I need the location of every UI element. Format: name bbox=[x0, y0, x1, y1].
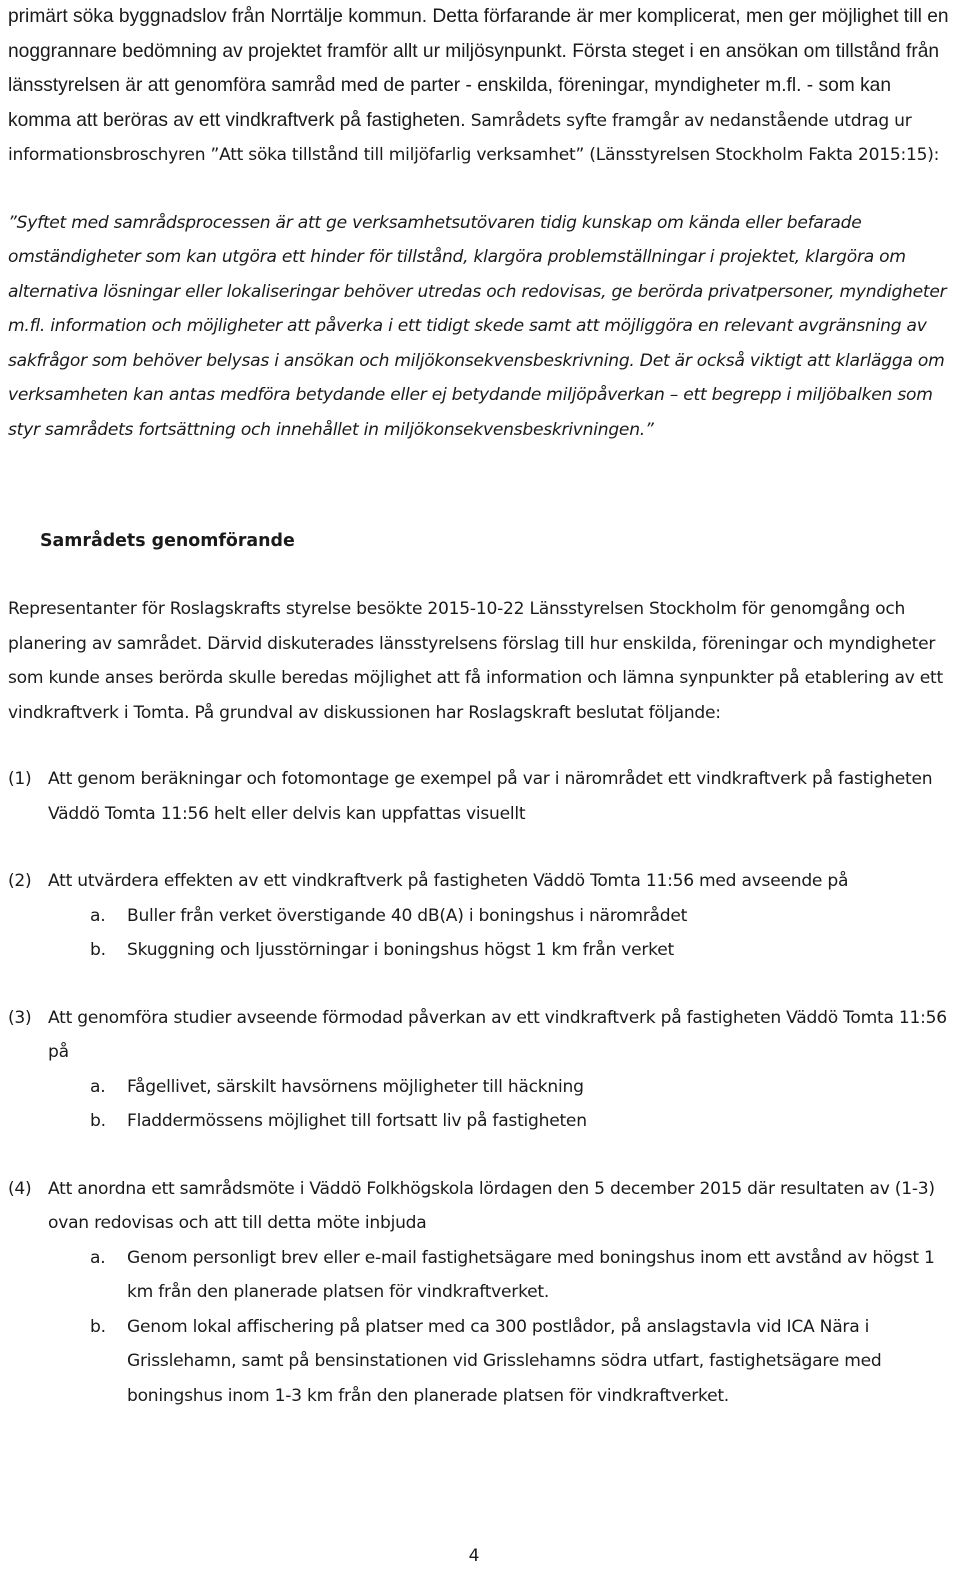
sub-item-text: Genom personligt brev eller e-mail fastighetsägare med boningshus inom ett avstånd av högst 1 km från den planerade platsen för vindkraftverket. bbox=[127, 1247, 935, 1302]
sub-item-label: b. bbox=[90, 1111, 106, 1131]
section-paragraph: Representanter för Roslagskrafts styrelse besökte 2015-10-22 Länsstyrelsen Stockholm för genomgång och planering av samrådet. Därvid diskuterades länsstyrelsens förslag till hur enskilda, föreningar och myndigheter som kunde anses berörda skulle beredas möjlighet att få information och lämna synpunkter på etablering av ett vindkraftverk i Tomta. På grundval av diskussionen har Roslagskraft beslutat följande: bbox=[8, 599, 943, 723]
section-heading: Samrådets genomförande bbox=[40, 531, 295, 551]
sub-item-label: a. bbox=[90, 905, 106, 926]
sub-item-text: Skuggning och ljusstörningar i boningshus högst 1 km från verket bbox=[127, 940, 674, 960]
page-number: 4 bbox=[468, 1546, 480, 1566]
sub-item-label: b. bbox=[90, 940, 106, 960]
list-item-3 bbox=[8, 1001, 956, 1070]
sub-item-text: Buller från verket överstigande 40 dB(A) i boningshus i närområdet bbox=[127, 905, 688, 926]
quote-paragraph: ”Syftet med samrådsprocessen är att ge verksamhetsutövaren tidig kunskap om kända eller befarade omständigheter som kan utgöra ett hinder för tillstånd, klargöra problemställningar i projektet, klargöra om alternativa lösningar eller lokaliseringar behöver utredas och redovisas, ge berörda privatpersoner, myndigheter m.fl. information och möjligheter att påverka i ett tidigt skede samt att möjliggöra en relevant avgränsning av sakfrågor som behöver belysas i ansökan och miljökonsekvensbeskrivning. Det är också viktigt att klarlägga om verksamheten kan antas medföra betydande eller ej betydande miljöpåverkan – ett begrepp i miljöbalken som styr samrådets fortsättning och innehållet in miljökonsekvensbeskrivningen.” bbox=[8, 212, 947, 440]
sub-item-text: Fladdermössens möjlighet till fortsatt liv på fastigheten bbox=[127, 1111, 587, 1131]
sub-item-label: a. bbox=[90, 1076, 106, 1097]
sub-item-4b bbox=[8, 1310, 956, 1414]
sub-item-2a bbox=[8, 899, 956, 934]
sub-item-text: Genom lokal affischering på platser med ca 300 postlådor, på anslagstavla vid ICA Nära i Grisslehamn, samt på bensinstationen vid Grisslehamns södra utfart, fastighetsägare med boningshus inom 1-3 km från den planerade platsen för vindkraftverket. bbox=[127, 1316, 882, 1406]
list-item-text: Att genom beräkningar och fotomontage ge exempel på var i närområdet ett vindkraftverk på fastigheten Väddö Tomta 11:56 helt eller delvis kan uppfattas visuellt bbox=[48, 769, 933, 824]
list-item-number: (2) bbox=[8, 871, 32, 891]
list-item-4 bbox=[8, 1172, 956, 1241]
sub-item-3a bbox=[8, 1070, 956, 1105]
sub-item-3b bbox=[8, 1104, 956, 1139]
intro-paragraph bbox=[8, 0, 956, 173]
intro-paragraph-part-b: Samrådets syfte framgår av nedanstående utdrag ur informationsbroschyren ”Att söka tillstånd till miljöfarlig verksamhet” (Länsstyrelsen Stockholm Fakta 2015:15): bbox=[8, 110, 940, 165]
numbered-list bbox=[8, 762, 956, 1413]
intro-paragraph-part-a: primärt söka byggnadslov från Norrtälje kommun. Detta förfarande är mer komplicerat, men ger möjlighet till en noggrannare bedömning av projektet framför allt ur miljösynpunkt. Första steget i en ansökan om tillstånd från länsstyrelsen är att genomföra samråd med de parter - enskilda, föreningar, myndigheter m.fl. - som kan komma att beröras av ett vindkraftverk på fastigheten. bbox=[8, 6, 949, 131]
list-item-1 bbox=[8, 762, 956, 831]
list-item-number: (4) bbox=[8, 1178, 32, 1199]
sub-item-2b bbox=[8, 933, 956, 968]
list-item-text: Att utvärdera effekten av ett vindkraftverk på fastigheten Väddö Tomta 11:56 med avseende på bbox=[48, 871, 849, 891]
document-page bbox=[8, 0, 956, 1413]
list-item-number: (3) bbox=[8, 1007, 32, 1028]
sub-item-label: a. bbox=[90, 1247, 106, 1268]
sub-item-4a bbox=[8, 1241, 956, 1310]
sub-item-text: Fågellivet, särskilt havsörnens möjligheter till häckning bbox=[127, 1076, 584, 1097]
list-item-text: Att genomföra studier avseende förmodad påverkan av ett vindkraftverk på fastigheten Väddö Tomta 11:56 på bbox=[48, 1007, 947, 1062]
list-item-text: Att anordna ett samrådsmöte i Väddö Folkhögskola lördagen den 5 december 2015 där resultaten av (1-3) ovan redovisas och att till detta möte inbjuda bbox=[48, 1178, 935, 1233]
list-item-number: (1) bbox=[8, 769, 32, 789]
sub-item-label: b. bbox=[90, 1316, 106, 1337]
list-item-2 bbox=[8, 864, 956, 899]
